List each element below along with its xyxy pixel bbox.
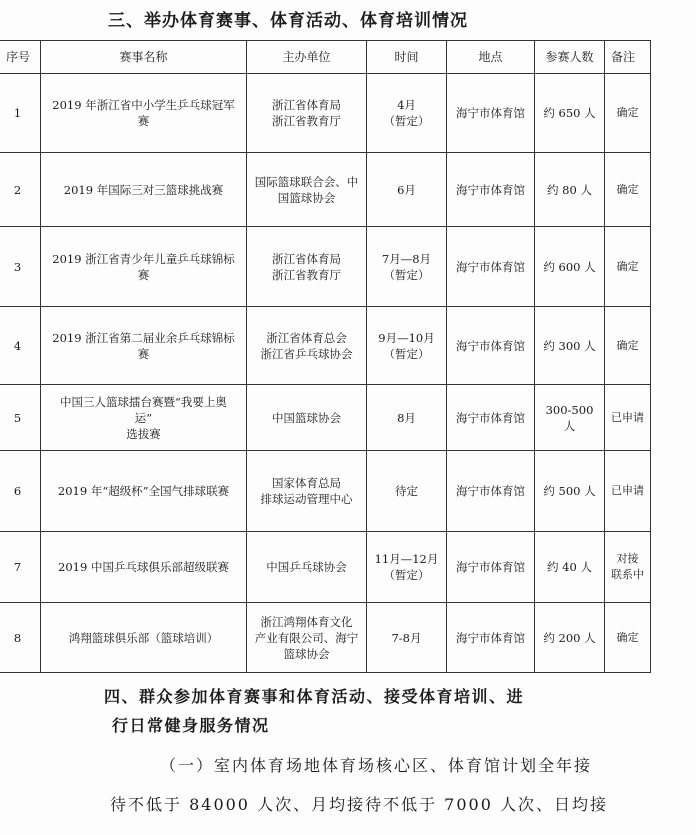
paragraph-line1: （一）室内体育场地体育场核心区、体育馆计划全年接: [160, 756, 593, 775]
cell-organizer: [247, 603, 367, 673]
section-four-title-line2: 行日常健身服务情况: [112, 716, 270, 735]
cell-time: [367, 153, 447, 227]
cell-time-line: （暂定）: [383, 114, 430, 128]
cell-organizer: [247, 74, 367, 153]
cell-name: [41, 227, 247, 307]
cell-name-line: 赛: [137, 346, 150, 361]
header-participants: 参赛人数: [535, 41, 605, 74]
cell-location: 海宁市体育馆: [447, 74, 535, 153]
cell-name-line: 中国三人篮球擂台赛暨“我要上奥: [60, 394, 227, 409]
cell-name: [41, 307, 247, 385]
cell-organizer: [247, 227, 367, 307]
header-time: 时间: [367, 41, 447, 74]
header-name: 赛事名称: [41, 41, 247, 74]
cell-name: [41, 603, 247, 673]
cell-note-line: 已申请: [611, 484, 644, 497]
cell-note-line: 联系中: [611, 568, 644, 581]
cell-participants-line: 约 200 人: [543, 630, 596, 645]
cell-participants: [535, 451, 605, 532]
cell-participants: [535, 153, 605, 227]
cell-index: 6: [0, 451, 41, 532]
cell-note-line: 已申请: [611, 410, 644, 424]
table-row: [0, 451, 651, 532]
table-row: [0, 385, 651, 451]
table-body: [0, 74, 651, 673]
cell-note: [605, 227, 651, 307]
cell-organizer-line: 国家体育总局: [272, 476, 341, 490]
cell-participants: [535, 307, 605, 385]
cell-name: [41, 385, 247, 451]
cell-note-line: 确定: [616, 338, 639, 352]
cell-location: 海宁市体育馆: [447, 153, 535, 227]
cell-location: 海宁市体育馆: [447, 603, 535, 673]
cell-location: 海宁市体育馆: [447, 307, 535, 385]
table-row: [0, 74, 651, 153]
cell-note: [605, 532, 651, 603]
cell-participants-line: 约 600 人: [543, 259, 596, 274]
cell-note: [605, 603, 651, 673]
cell-time-line: 7-8月: [391, 630, 422, 645]
cell-organizer: [247, 532, 367, 603]
cell-note-line: 确定: [616, 182, 639, 196]
cell-time-line: 8月: [397, 410, 416, 425]
cell-organizer-line: 篮球协会: [283, 646, 330, 661]
cell-name: [41, 451, 247, 532]
cell-name-line: 2019 浙江省第二届业余乒乓球锦标: [52, 330, 235, 345]
cell-index: 4: [0, 307, 41, 385]
cell-organizer: [247, 307, 367, 385]
table-row: [0, 227, 651, 307]
cell-organizer-line: 中国篮球协会: [272, 410, 341, 425]
cell-time: [367, 603, 447, 673]
cell-location: 海宁市体育馆: [447, 227, 535, 307]
cell-note-line: 确定: [616, 106, 639, 119]
cell-note: [605, 307, 651, 385]
cell-organizer-line: 产业有限公司、海宁: [254, 630, 359, 645]
cell-organizer-line: 国际篮球联合会、中: [254, 174, 359, 189]
table-row: [0, 153, 651, 227]
cell-time-line: 7月—8月: [381, 251, 432, 266]
section-four-title-line1: 四、群众参加体育赛事和体育活动、接受体育培训、进: [104, 687, 525, 706]
cell-time-line: （暂定）: [383, 267, 430, 282]
cell-index: 7: [0, 532, 41, 603]
cell-note: [605, 74, 651, 153]
cell-participants-line: 约 500 人: [543, 484, 596, 498]
cell-index: 1: [0, 74, 41, 153]
cell-organizer-line: 中国乒乓球协会: [266, 560, 347, 574]
cell-name-line: 2019 年浙江省中小学生乒乓球冠军: [52, 98, 235, 112]
cell-name-line: 赛: [137, 114, 150, 128]
cell-note-line: 确定: [616, 630, 639, 644]
cell-time-line: （暂定）: [383, 346, 430, 361]
cell-organizer-line: 浙江省教育厅: [272, 114, 341, 128]
cell-participants: [535, 603, 605, 673]
cell-participants: [535, 227, 605, 307]
table-row: [0, 603, 651, 673]
cell-organizer-line: 浙江省体育局: [272, 251, 341, 266]
events-table: [0, 40, 651, 673]
cell-participants: [535, 385, 605, 451]
cell-name-line: 2019 中国乒乓球俱乐部超级联赛: [58, 560, 229, 574]
cell-organizer-line: 浙江省教育厅: [272, 267, 341, 282]
cell-name: [41, 74, 247, 153]
cell-time: [367, 307, 447, 385]
cell-name-line: 赛: [137, 267, 150, 282]
cell-participants-line: 约 650 人: [543, 106, 596, 120]
cell-organizer: [247, 451, 367, 532]
cell-organizer-line: 浙江省体育局: [272, 98, 341, 112]
cell-time-line: 9月—10月: [378, 330, 435, 345]
cell-time-line: 待定: [395, 484, 418, 498]
cell-location: 海宁市体育馆: [447, 385, 535, 451]
cell-time-line: 6月: [397, 182, 416, 197]
paragraph-line2: 待不低于 84000 人次、月均接待不低于 7000 人次、日均接: [110, 795, 608, 814]
cell-time: [367, 227, 447, 307]
cell-name-line: 鸿翔篮球俱乐部（篮球培训）: [68, 630, 219, 645]
cell-name-line: 2019 年“超级杯”全国气排球联赛: [57, 484, 230, 498]
cell-time-line: 11月—12月: [374, 552, 439, 566]
cell-time: [367, 451, 447, 532]
table-row: [0, 307, 651, 385]
cell-index: 3: [0, 227, 41, 307]
header-note: 备注: [605, 41, 651, 74]
cell-name: [41, 153, 247, 227]
cell-time-line: （暂定）: [383, 568, 430, 582]
cell-index: 2: [0, 153, 41, 227]
cell-organizer-line: 浙江省体育总会: [266, 330, 347, 345]
section-three-title: 三、举办体育赛事、体育活动、体育培训情况: [108, 11, 468, 31]
cell-participants: [535, 532, 605, 603]
cell-organizer: [247, 385, 367, 451]
cell-participants-line: 约 300 人: [543, 338, 596, 353]
cell-organizer-line: 国篮球协会: [277, 190, 336, 205]
cell-organizer-line: 排球运动管理中心: [260, 492, 353, 506]
header-index: 序号: [0, 41, 41, 74]
table-row: [0, 532, 651, 603]
cell-note-line: 对接: [616, 552, 639, 565]
cell-name-line: 选拔赛: [126, 426, 161, 441]
cell-location: 海宁市体育馆: [447, 532, 535, 603]
cell-time: [367, 74, 447, 153]
cell-name-line: 运”: [134, 410, 153, 425]
cell-organizer-line: 浙江鸿翔体育文化: [260, 614, 353, 629]
cell-participants-line: 约 40 人: [547, 560, 592, 574]
cell-time-line: 4月: [397, 98, 416, 112]
cell-organizer-line: 浙江省乒乓球协会: [260, 346, 353, 361]
cell-participants-line: 300-500: [545, 402, 594, 417]
cell-index: 8: [0, 603, 41, 673]
header-location: 地点: [447, 41, 535, 74]
cell-name: [41, 532, 247, 603]
cell-index: 5: [0, 385, 41, 451]
cell-note: [605, 385, 651, 451]
cell-participants-line: 约 80 人: [547, 182, 592, 197]
cell-time: [367, 385, 447, 451]
cell-note: [605, 451, 651, 532]
cell-participants-line: 人: [563, 418, 576, 433]
cell-time: [367, 532, 447, 603]
cell-name-line: 2019 浙江省青少年儿童乒乓球锦标: [52, 251, 235, 266]
cell-name-line: 2019 年国际三对三篮球挑战赛: [63, 182, 224, 197]
header-organizer: 主办单位: [247, 41, 367, 74]
cell-note: [605, 153, 651, 227]
cell-note-line: 确定: [616, 259, 639, 273]
cell-location: 海宁市体育馆: [447, 451, 535, 532]
table-header-row: [0, 41, 651, 74]
cell-participants: [535, 74, 605, 153]
cell-organizer: [247, 153, 367, 227]
